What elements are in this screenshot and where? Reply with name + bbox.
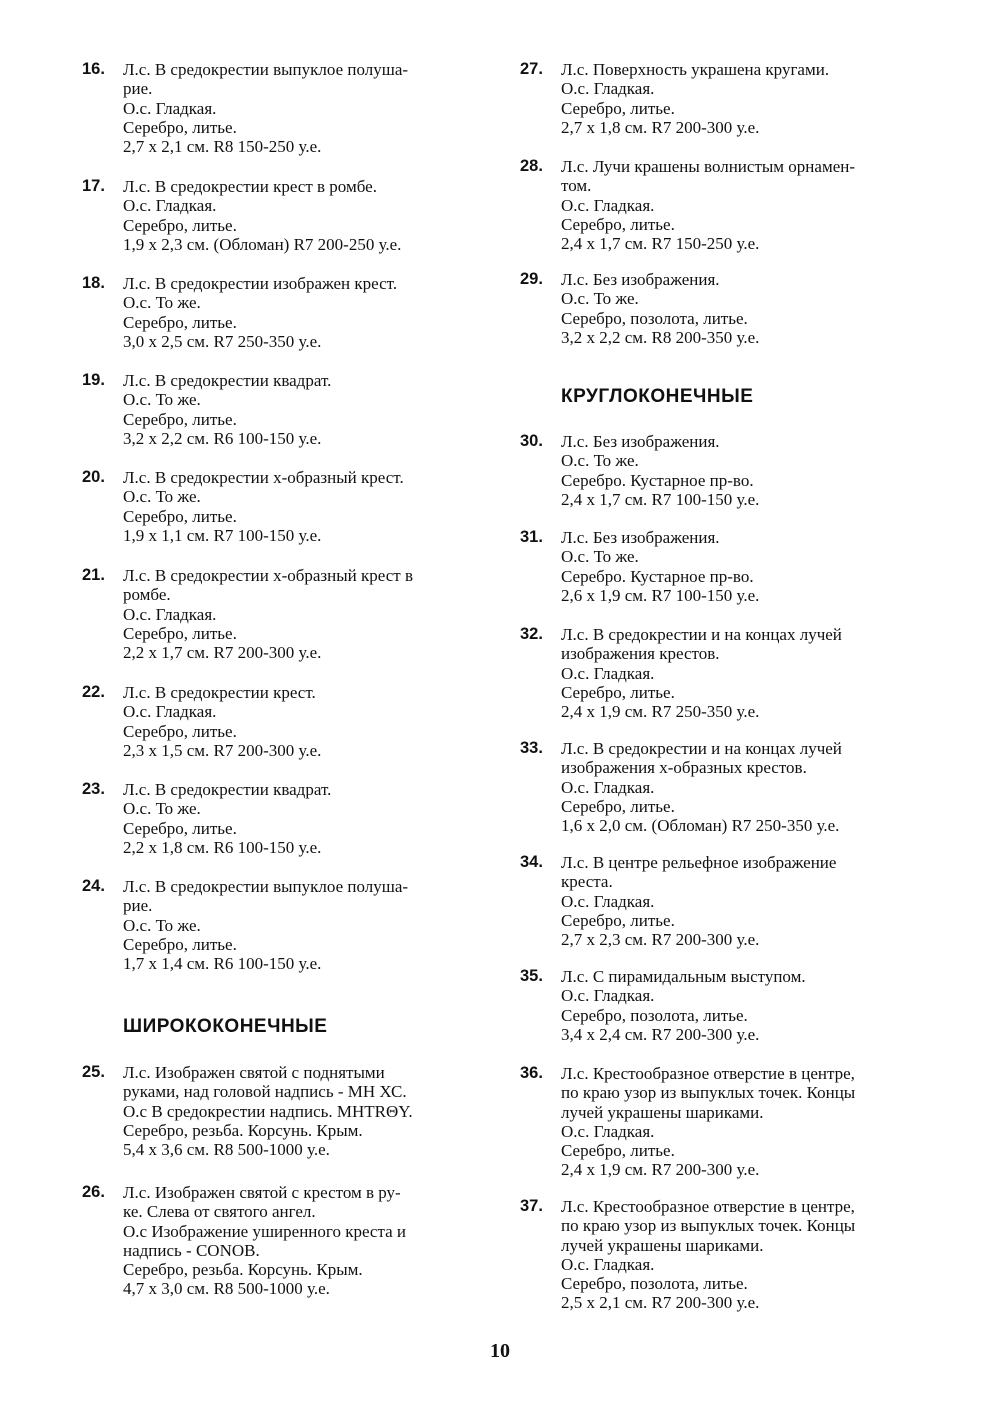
- entry-line: том.: [561, 176, 592, 196]
- entry-line: Серебро, литье.: [123, 506, 237, 526]
- catalog-entry: [82, 683, 502, 760]
- entry-line: Серебро, литье.: [123, 934, 237, 954]
- entry-line: Л.с. Крестообразное отверстие в центре,: [561, 1197, 855, 1216]
- entry-number: 24.: [82, 877, 105, 895]
- entry-line: О.с В средокрестии надпись. MHTRΘY.: [123, 1101, 413, 1121]
- entry-number: 26.: [82, 1183, 105, 1201]
- entry-description: [561, 625, 940, 721]
- entry-line: 2,6 x 1,9 см. R7 100-150 у.е.: [561, 585, 760, 605]
- entry-number: 17.: [82, 177, 105, 195]
- entry-number: 32.: [520, 625, 543, 643]
- entry-description: [123, 877, 502, 973]
- entry-number: 21.: [82, 566, 105, 584]
- entry-line: О.с. То же.: [561, 547, 639, 567]
- catalog-entry: [82, 274, 502, 351]
- entry-line: Серебро, позолота, литье.: [561, 1005, 748, 1025]
- entry-number: 19.: [82, 371, 105, 389]
- catalog-entry: [82, 566, 502, 662]
- entry-line: 2,7 x 1,8 см. R7 200-300 у.е.: [561, 117, 760, 137]
- entry-line: Серебро, литье.: [123, 623, 237, 643]
- entry-number: 20.: [82, 468, 105, 486]
- entry-line: изображения крестов.: [561, 644, 720, 664]
- entry-line: 2,4 x 1,9 см. R7 200-300 у.е.: [561, 1160, 760, 1180]
- entry-line: Серебро, литье.: [561, 910, 675, 930]
- entry-description: [123, 60, 502, 156]
- entry-line: О.с. То же.: [123, 293, 201, 313]
- catalog-entry: [82, 371, 502, 448]
- entry-line: Л.с. Изображен святой с крестом в ру-: [123, 1183, 401, 1202]
- entry-line: 2,5 x 2,1 см. R7 200-300 у.е.: [561, 1293, 760, 1313]
- entry-number: 16.: [82, 60, 105, 78]
- entry-line: Серебро, литье.: [123, 409, 237, 429]
- entry-number: 37.: [520, 1197, 543, 1215]
- entry-line: О.с. Гладкая.: [123, 98, 217, 118]
- entry-line: лучей украшены шариками.: [561, 1102, 764, 1122]
- entry-line: Л.с. В центре рельефное изображение: [561, 853, 837, 872]
- entry-number: 34.: [520, 853, 543, 871]
- entry-line: 5,4 x 3,6 см. R8 500-1000 у.е.: [123, 1140, 330, 1160]
- catalog-entry: [520, 853, 940, 949]
- catalog-entry: [520, 60, 940, 137]
- catalog-entry: [82, 468, 502, 545]
- entry-line: Л.с. В средокрестии квадрат.: [123, 780, 332, 799]
- entry-number: 18.: [82, 274, 105, 292]
- entry-line: Л.с. В средокрестии изображен крест.: [123, 274, 398, 293]
- entry-description: [123, 1183, 502, 1299]
- entry-line: 2,4 x 1,7 см. R7 100-150 у.е.: [561, 489, 760, 509]
- entry-line: Л.с. В средокрестии выпуклое полуша-: [123, 60, 409, 79]
- entry-line: 2,3 x 1,5 см. R7 200-300 у.е.: [123, 740, 322, 760]
- entry-line: 1,7 x 1,4 см. R6 100-150 у.е.: [123, 954, 322, 974]
- entry-line: Л.с. Крестообразное отверстие в центре,: [561, 1064, 855, 1083]
- entry-description: [123, 274, 502, 351]
- entry-line: О.с. То же.: [561, 289, 639, 309]
- entry-line: Л.с. В средокрестии выпуклое полуша-: [123, 877, 409, 896]
- entry-line: по краю узор из выпуклых точек. Концы: [561, 1216, 856, 1236]
- entry-number: 27.: [520, 60, 543, 78]
- entry-line: Серебро. Кустарное пр-во.: [561, 470, 754, 490]
- catalog-entry: [82, 1063, 502, 1159]
- entry-line: Л.с. С пирамидальным выступом.: [561, 967, 806, 986]
- entry-line: О.с. Гладкая.: [561, 891, 655, 911]
- entry-line: Л.с. Без изображения.: [561, 432, 720, 451]
- entry-line: О.с. Гладкая.: [123, 604, 217, 624]
- entry-line: 2,2 x 1,8 см. R6 100-150 у.е.: [123, 837, 322, 857]
- entry-line: рие.: [123, 896, 153, 916]
- entry-line: 2,2 x 1,7 см. R7 200-300 у.е.: [123, 643, 322, 663]
- entry-description: [123, 177, 502, 254]
- entry-line: О.с. То же.: [123, 799, 201, 819]
- entry-number: 35.: [520, 967, 543, 985]
- catalog-entry: [520, 157, 940, 253]
- catalog-entry: [520, 967, 940, 1044]
- entry-line: О.с. То же.: [123, 487, 201, 507]
- entry-line: по краю узор из выпуклых точек. Концы: [561, 1083, 856, 1103]
- entry-line: ке. Слева от святого ангел.: [123, 1202, 316, 1222]
- catalog-entry: [82, 177, 502, 254]
- entry-line: Серебро, литье.: [123, 312, 237, 332]
- entry-line: Л.с. В средокрестии квадрат.: [123, 371, 332, 390]
- entry-line: Серебро, литье.: [561, 98, 675, 118]
- entry-line: 2,4 x 1,7 см. R7 150-250 у.е.: [561, 234, 760, 254]
- catalog-entry: [520, 270, 940, 347]
- entry-line: 4,7 x 3,0 см. R8 500-1000 у.е.: [123, 1279, 330, 1299]
- entry-line: Серебро, литье.: [561, 682, 675, 702]
- entry-line: Серебро, позолота, литье.: [561, 308, 748, 328]
- entry-line: Серебро, литье.: [123, 117, 237, 137]
- entry-description: [561, 528, 940, 605]
- entry-description: [123, 468, 502, 545]
- entry-line: Л.с. Без изображения.: [561, 270, 720, 289]
- entry-description: [123, 683, 502, 760]
- entry-line: Серебро, литье.: [561, 1141, 675, 1161]
- entry-line: О.с. Гладкая.: [561, 1121, 655, 1141]
- entry-line: изображения х-образных крестов.: [561, 758, 807, 778]
- entry-line: О.с. Гладкая.: [561, 195, 655, 215]
- entry-line: Серебро, литье.: [123, 721, 237, 741]
- entry-line: Серебро, литье.: [123, 215, 237, 235]
- entry-description: [561, 739, 940, 835]
- entry-line: Серебро, позолота, литье.: [561, 1274, 748, 1294]
- entry-description: [123, 566, 502, 662]
- entry-description: [123, 1063, 502, 1159]
- entry-description: [123, 371, 502, 448]
- entry-line: 1,9 x 2,3 см. (Обломан) R7 200-250 у.е.: [123, 234, 402, 254]
- catalog-entry: [520, 432, 940, 509]
- entry-line: Серебро, резьба. Корсунь. Крым.: [123, 1120, 363, 1140]
- entry-description: [561, 967, 940, 1044]
- entry-line: лучей украшены шариками.: [561, 1235, 764, 1255]
- entry-line: Л.с. В средокрестии крест.: [123, 683, 316, 702]
- entry-line: Л.с. Без изображения.: [561, 528, 720, 547]
- entry-line: 3,4 x 2,4 см. R7 200-300 у.е.: [561, 1024, 760, 1044]
- entry-line: 2,7 x 2,1 см. R8 150-250 у.е.: [123, 137, 322, 157]
- entry-line: Л.с. Поверхность украшена кругами.: [561, 60, 830, 79]
- entry-line: О.с. Гладкая.: [123, 196, 217, 216]
- entry-line: 2,7 x 2,3 см. R7 200-300 у.е.: [561, 930, 760, 950]
- catalog-entry: [520, 1197, 940, 1313]
- catalog-entry: [82, 1183, 502, 1299]
- entry-line: руками, над головой надпись - МН ХС.: [123, 1082, 407, 1102]
- entry-line: О.с. Гладкая.: [561, 663, 655, 683]
- entry-description: [561, 157, 940, 253]
- entry-line: Серебро, литье.: [561, 796, 675, 816]
- page-number: 10: [490, 1340, 510, 1362]
- entry-line: креста.: [561, 872, 613, 892]
- entry-line: Л.с. В средокрестии х-образный крест.: [123, 468, 404, 487]
- entry-description: [561, 1197, 940, 1313]
- entry-number: 36.: [520, 1064, 543, 1082]
- entry-line: О.с. Гладкая.: [561, 777, 655, 797]
- entry-description: [561, 432, 940, 509]
- entry-number: 22.: [82, 683, 105, 701]
- entry-line: Серебро, резьба. Корсунь. Крым.: [123, 1260, 363, 1280]
- entry-number: 28.: [520, 157, 543, 175]
- entry-line: О.с. То же.: [561, 451, 639, 471]
- entry-line: надпись - CONOB.: [123, 1240, 260, 1260]
- entry-line: О.с. Гладкая.: [561, 1254, 655, 1274]
- catalog-entry: [520, 625, 940, 721]
- entry-number: 25.: [82, 1063, 105, 1081]
- entry-line: О.с. Гладкая.: [123, 702, 217, 722]
- catalog-entry: [520, 739, 940, 835]
- entry-line: О.с. То же.: [123, 390, 201, 410]
- entry-line: 2,4 x 1,9 см. R7 250-350 у.е.: [561, 702, 760, 722]
- entry-description: [561, 853, 940, 949]
- entry-line: Л.с. В средокрестии х-образный крест в: [123, 566, 413, 585]
- entry-line: 3,2 x 2,2 см. R6 100-150 у.е.: [123, 428, 322, 448]
- entry-line: Серебро. Кустарное пр-во.: [561, 566, 754, 586]
- entry-line: 3,2 x 2,2 см. R8 200-350 у.е.: [561, 327, 760, 347]
- entry-line: Л.с. В средокрестии крест в ромбе.: [123, 177, 377, 196]
- entry-line: 3,0 x 2,5 см. R7 250-350 у.е.: [123, 331, 322, 351]
- entry-line: Серебро, литье.: [561, 214, 675, 234]
- catalog-entry: [520, 1064, 940, 1180]
- catalog-entry: [520, 528, 940, 605]
- catalog-entry: [82, 877, 502, 973]
- entry-line: Л.с. Лучи крашены волнистым орнамен-: [561, 157, 856, 176]
- entry-number: 33.: [520, 739, 543, 757]
- entry-line: рие.: [123, 79, 153, 99]
- entry-number: 30.: [520, 432, 543, 450]
- catalog-entry: [82, 780, 502, 857]
- entry-line: Л.с. В средокрестии и на концах лучей: [561, 625, 842, 644]
- entry-description: [123, 780, 502, 857]
- entry-line: 1,9 x 1,1 см. R7 100-150 у.е.: [123, 525, 322, 545]
- entry-line: О.с. Гладкая.: [561, 79, 655, 99]
- entry-line: 1,6 x 2,0 см. (Обломан) R7 250-350 у.е.: [561, 816, 840, 836]
- entry-line: О.с. То же.: [123, 915, 201, 935]
- entry-number: 31.: [520, 528, 543, 546]
- entry-description: [561, 270, 940, 347]
- entry-number: 23.: [82, 780, 105, 798]
- entry-line: Л.с. Изображен святой с поднятыми: [123, 1063, 385, 1082]
- entry-line: Серебро, литье.: [123, 818, 237, 838]
- entry-number: 29.: [520, 270, 543, 288]
- entry-line: О.с. Гладкая.: [561, 986, 655, 1006]
- section-heading: КРУГЛОКОНЕЧНЫЕ: [561, 386, 754, 407]
- entry-line: О.с Изображение уширенного креста и: [123, 1221, 406, 1241]
- entry-description: [561, 60, 940, 137]
- catalog-entry: [82, 60, 502, 156]
- entry-description: [561, 1064, 940, 1180]
- section-heading: ШИРОКОКОНЕЧНЫЕ: [123, 1016, 328, 1037]
- entry-line: ромбе.: [123, 585, 171, 605]
- entry-line: Л.с. В средокрестии и на концах лучей: [561, 739, 842, 758]
